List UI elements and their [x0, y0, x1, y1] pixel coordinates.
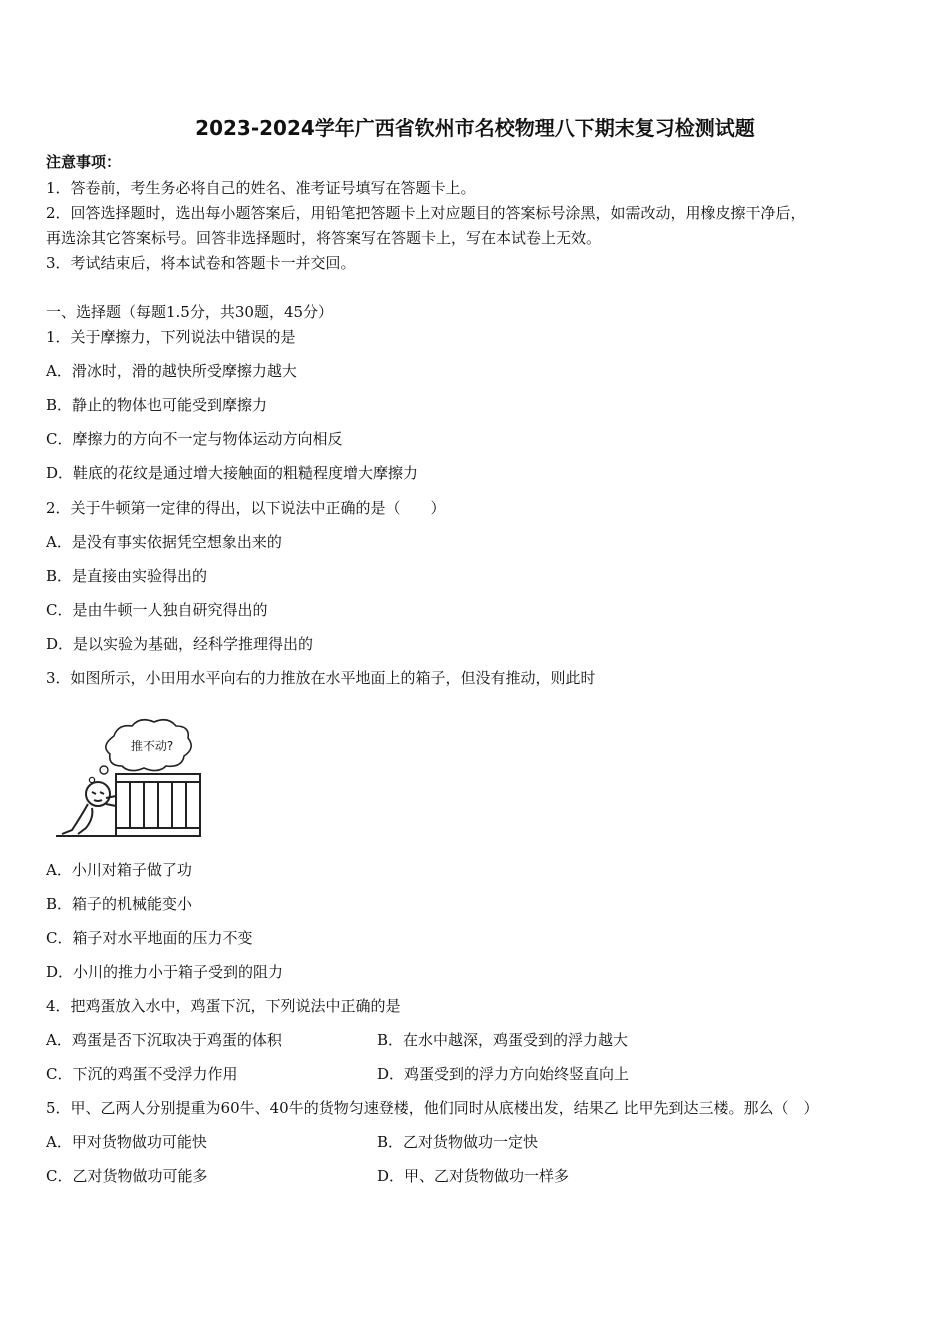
thought-bubble-text: 推不动?	[130, 739, 174, 753]
question-2-option-d: D．是以实验为基础，经科学推理得出的	[46, 635, 314, 653]
question-1-option-c: C．摩擦力的方向不一定与物体运动方向相反	[46, 430, 343, 448]
question-5-option-b: B．乙对货物做功一定快	[377, 1133, 539, 1151]
page-title: 2023-2024学年广西省钦州市名校物理八下期末复习检测试题	[195, 116, 755, 140]
question-2-option-c: C．是由牛顿一人独自研究得出的	[46, 601, 268, 619]
question-4-stem: 4．把鸡蛋放入水中，鸡蛋下沉，下列说法中正确的是	[46, 997, 401, 1015]
pushing-box-illustration	[52, 714, 220, 840]
question-5-option-c: C．乙对货物做功可能多	[46, 1167, 208, 1185]
question-4-option-d: D．鸡蛋受到的浮力方向始终竖直向上	[377, 1065, 630, 1083]
notice-heading: 注意事项：	[46, 153, 122, 171]
question-5-stem: 5．甲、乙两人分别提重为60牛、40牛的货物匀速登楼，他们同时从底楼出发，结果乙 比甲先到达三楼。那么（ ）	[46, 1099, 819, 1117]
notice-item-2-cont: 再选涂其它答案标号。回答非选择题时，将答案写在答题卡上，写在本试卷上无效。	[46, 229, 602, 247]
question-2-option-a: A．是没有事实依据凭空想象出来的	[46, 533, 282, 551]
section-heading: 一、选择题（每题1.5分，共30题，45分）	[46, 303, 334, 321]
question-3-option-c: C．箱子对水平地面的压力不变	[46, 929, 253, 947]
question-3-option-d: D．小川的推力小于箱子受到的阻力	[46, 963, 284, 981]
question-1-option-a: A．滑冰时，滑的越快所受摩擦力越大	[46, 362, 297, 380]
crate	[116, 774, 200, 836]
question-2-option-b: B．是直接由实验得出的	[46, 567, 208, 585]
question-5-option-d: D．甲、乙对货物做功一样多	[377, 1167, 570, 1185]
question-3-option-a: A．小川对箱子做了功	[46, 861, 192, 879]
question-4-option-c: C．下沉的鸡蛋不受浮力作用	[46, 1065, 238, 1083]
question-1-option-d: D．鞋底的花纹是通过增大接触面的粗糙程度增大摩擦力	[46, 464, 419, 482]
question-3-option-b: B．箱子的机械能变小	[46, 895, 193, 913]
question-3-stem: 3．如图所示，小田用水平向右的力推放在水平地面上的箱子，但没有推动，则此时	[46, 669, 596, 687]
notice-item-3: 3．考试结束后，将本试卷和答题卡一并交回。	[46, 254, 356, 272]
question-4-option-b: B．在水中越深，鸡蛋受到的浮力越大	[377, 1031, 629, 1049]
question-2-stem: 2．关于牛顿第一定律的得出，以下说法中正确的是（ ）	[46, 499, 446, 517]
question-1-stem: 1．关于摩擦力，下列说法中错误的是	[46, 328, 296, 346]
person-pushing	[56, 782, 116, 836]
question-1-option-b: B．静止的物体也可能受到摩擦力	[46, 396, 268, 414]
question-4-option-a: A．鸡蛋是否下沉取决于鸡蛋的体积	[46, 1031, 282, 1049]
notice-item-1: 1．答卷前，考生务必将自己的姓名、准考证号填写在答题卡上。	[46, 179, 476, 197]
question-5-option-a: A．甲对货物做功可能快	[46, 1133, 207, 1151]
notice-item-2: 2．回答选择题时，选出每小题答案后，用铅笔把答题卡上对应题目的答案标号涂黑，如需改动，用橡皮擦干净后，	[46, 204, 806, 222]
